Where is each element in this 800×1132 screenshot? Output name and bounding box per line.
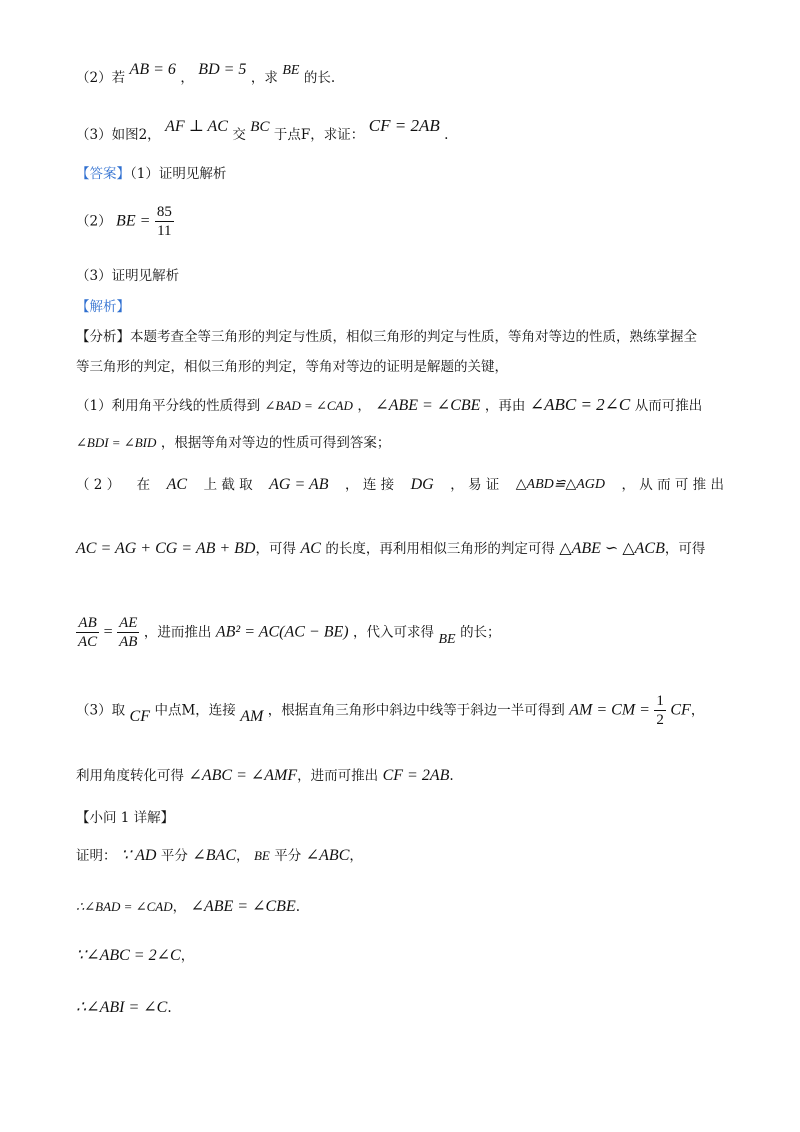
analysis-p1-line-1 <box>76 395 702 416</box>
p1-math-4: ∠BDI = ∠BID <box>76 435 157 450</box>
detail-l2-math-1: ∴∠BAD = ∠CAD <box>76 899 173 914</box>
p2-t8: ， 易 证 <box>450 477 500 493</box>
detail-l1-math-2: ∠BAC <box>192 847 236 864</box>
analysis-p3-line-1 <box>76 692 704 729</box>
fraction-numerator: AB <box>76 614 99 633</box>
p3-text-b: 中点M，连接 <box>154 702 236 719</box>
p1-text-d: 从而可推出 <box>634 398 703 414</box>
detail-line-1 <box>76 846 363 866</box>
p3-fraction-half <box>654 692 666 729</box>
detail-l1-math-4: ∠ABC <box>305 847 350 864</box>
p2-t6: ， 连 接 <box>345 477 395 493</box>
p2-t9: △ABD≌△AGD <box>515 477 606 492</box>
detail-tag <box>76 808 174 828</box>
p2-math-3: △ABE ∽ △ACB <box>559 540 665 557</box>
p2-t2: 在 <box>136 477 151 493</box>
answer-2-lhs: BE = <box>116 212 151 230</box>
p3-math-3: AM = CM = <box>569 701 650 719</box>
question-2 <box>76 61 336 89</box>
detail-l1-text-d: 平分 <box>274 848 302 864</box>
detail-l1-text-e: ， <box>349 848 363 864</box>
p1-text-b: ， <box>357 398 371 414</box>
p3-l2-math-2: CF = 2AB <box>382 767 450 784</box>
fraction-denominator: 11 <box>157 223 172 239</box>
q2-tail: 的长. <box>303 70 336 86</box>
p3-l2-text-a: 利用角度转化可得 <box>76 768 184 784</box>
answer-1 <box>76 164 226 184</box>
q2-comma: ， <box>180 70 194 86</box>
p1-math-1: ∠BAD = ∠CAD <box>264 398 353 413</box>
detail-line-2 <box>76 897 300 917</box>
detail-l2-text-a: ， <box>172 899 187 915</box>
p2-math-1: AC = AG + CG = AB + BD <box>76 540 256 557</box>
q3-jiao: 交 <box>232 127 246 143</box>
p3-l2-text-b: ，进而可推出 <box>297 768 379 784</box>
analysis-p1-line-2 <box>76 433 390 453</box>
fenxi-line-2 <box>76 357 508 377</box>
fraction-denominator: 2 <box>656 712 664 728</box>
detail-l2-text-b: . <box>295 899 301 915</box>
p3-math-4: CF <box>670 701 691 719</box>
q3-number: （3）如图2， <box>76 127 161 143</box>
p2-text-b: 的长度，再利用相似三角形的判定可得 <box>325 541 555 557</box>
p2-fraction-ae-ab <box>117 614 139 651</box>
answer-2-number: （2） <box>76 213 112 230</box>
fraction-numerator: 1 <box>656 693 664 709</box>
p3-l2-text-c: . <box>449 768 454 784</box>
p1-math-3: ∠ABC = 2∠C <box>529 395 631 414</box>
detail-line-4 <box>76 998 172 1018</box>
q2-eq-ab: AB = 6 <box>129 61 176 78</box>
p1-math-2: ∠ABE = ∠CBE <box>375 397 481 414</box>
detail-l2-math-2: ∠ABE = ∠CBE <box>190 898 296 915</box>
p2-t1: （ 2 ） <box>76 477 121 493</box>
analysis-tag <box>76 297 130 317</box>
analysis-tag-text: 【解析】 <box>76 299 130 315</box>
answer-1-text: （1）证明见解析 <box>130 166 227 182</box>
q2-eq-bd: BD = 5 <box>198 61 247 78</box>
p1-text-c: ，再由 <box>484 398 526 414</box>
q3-tail: . <box>444 127 449 143</box>
fenxi-line-1 <box>76 327 697 347</box>
p3-math-1: CF <box>129 707 150 725</box>
p1-text-f: ，根据等角对等边的性质可得到答案； <box>160 435 391 451</box>
detail-line-3 <box>76 946 194 966</box>
q2-ask: ，求 <box>250 70 278 86</box>
detail-l1-math-1: ∵ AD <box>120 847 157 864</box>
p2-t10: ， 从 而 可 推 出 <box>621 477 724 493</box>
q3-var-bc: BC <box>250 119 270 135</box>
detail-tag-text: 【小问 1 详解】 <box>76 810 175 826</box>
p2-math-2: AC <box>300 540 321 557</box>
q2-number: （2）若 <box>76 70 126 86</box>
p3-l2-math-1: ∠ABC = ∠AMF <box>188 767 298 784</box>
detail-l1-text-b: 平分 <box>160 848 188 864</box>
p2-t5: AG = AB <box>269 476 329 493</box>
detail-l3-math-1: ∵∠ABC = 2∠C <box>76 947 181 964</box>
p3-text-d: ， <box>690 702 705 719</box>
q3-perp: AF ⊥ AC <box>165 118 228 135</box>
p2-text-a: ，可得 <box>255 541 296 557</box>
detail-l1-text-a: 证明： <box>76 848 117 864</box>
answer-2 <box>76 203 174 240</box>
p2-t3: AC <box>166 476 188 493</box>
p2-fraction-ab-ac <box>76 614 99 651</box>
q3-eq: CF = 2AB <box>368 116 440 135</box>
p2-math-4: AB² = AC(AC − BE) <box>215 623 349 641</box>
analysis-p2-line-1 <box>76 475 724 495</box>
analysis-p2-line-2 <box>76 539 705 559</box>
p1-text-a: （1）利用角平分线的性质得到 <box>76 398 261 414</box>
detail-l4-math-1: ∴∠ABI = ∠C <box>76 999 168 1016</box>
fraction-numerator: AE <box>119 615 138 631</box>
fraction-denominator: AC <box>78 634 98 650</box>
analysis-p3-line-2 <box>76 766 454 786</box>
p2-text-e: ，代入可求得 <box>353 624 435 641</box>
p2-math-5: BE <box>438 631 456 647</box>
p2-text-d: ，进而推出 <box>143 624 212 641</box>
fenxi-text-2: 等三角形的判定，相似三角形的判定，等角对等边的证明是解题的关键， <box>76 359 508 375</box>
p3-text-a: （3）取 <box>76 702 126 719</box>
answer-3-text: （3）证明见解析 <box>76 268 180 284</box>
fenxi-text-1: 【分析】本题考查全等三角形的判定与性质，相似三角形的判定与性质，等角对等边的性质，熟练掌握全 <box>76 329 697 345</box>
detail-l1-math-3: BE <box>253 848 270 863</box>
p2-equals: = <box>103 623 113 641</box>
p3-text-c: ，根据直角三角形中斜边中线等于斜边一半可得到 <box>267 702 565 719</box>
p2-text-f: 的长； <box>460 624 501 641</box>
fraction-denominator: AB <box>119 634 138 650</box>
q2-var-be: BE <box>282 63 300 78</box>
detail-l3-text-a: ， <box>180 948 195 964</box>
q3-mid: 于点F，求证： <box>273 127 365 143</box>
analysis-p2-line-3 <box>76 614 501 651</box>
answer-tag: 【答案】 <box>76 166 130 182</box>
fraction-numerator: 85 <box>156 204 172 220</box>
answer-2-fraction <box>155 203 174 240</box>
p3-math-2: AM <box>240 707 264 725</box>
detail-l1-text-c: ， <box>236 848 250 864</box>
p2-t4: 上 截 取 <box>203 477 253 493</box>
detail-l4-text-a: . <box>167 1000 172 1016</box>
p2-text-c: ，可得 <box>664 541 706 557</box>
p2-t7: DG <box>410 476 434 493</box>
answer-3 <box>76 266 179 286</box>
question-3 <box>76 116 449 145</box>
